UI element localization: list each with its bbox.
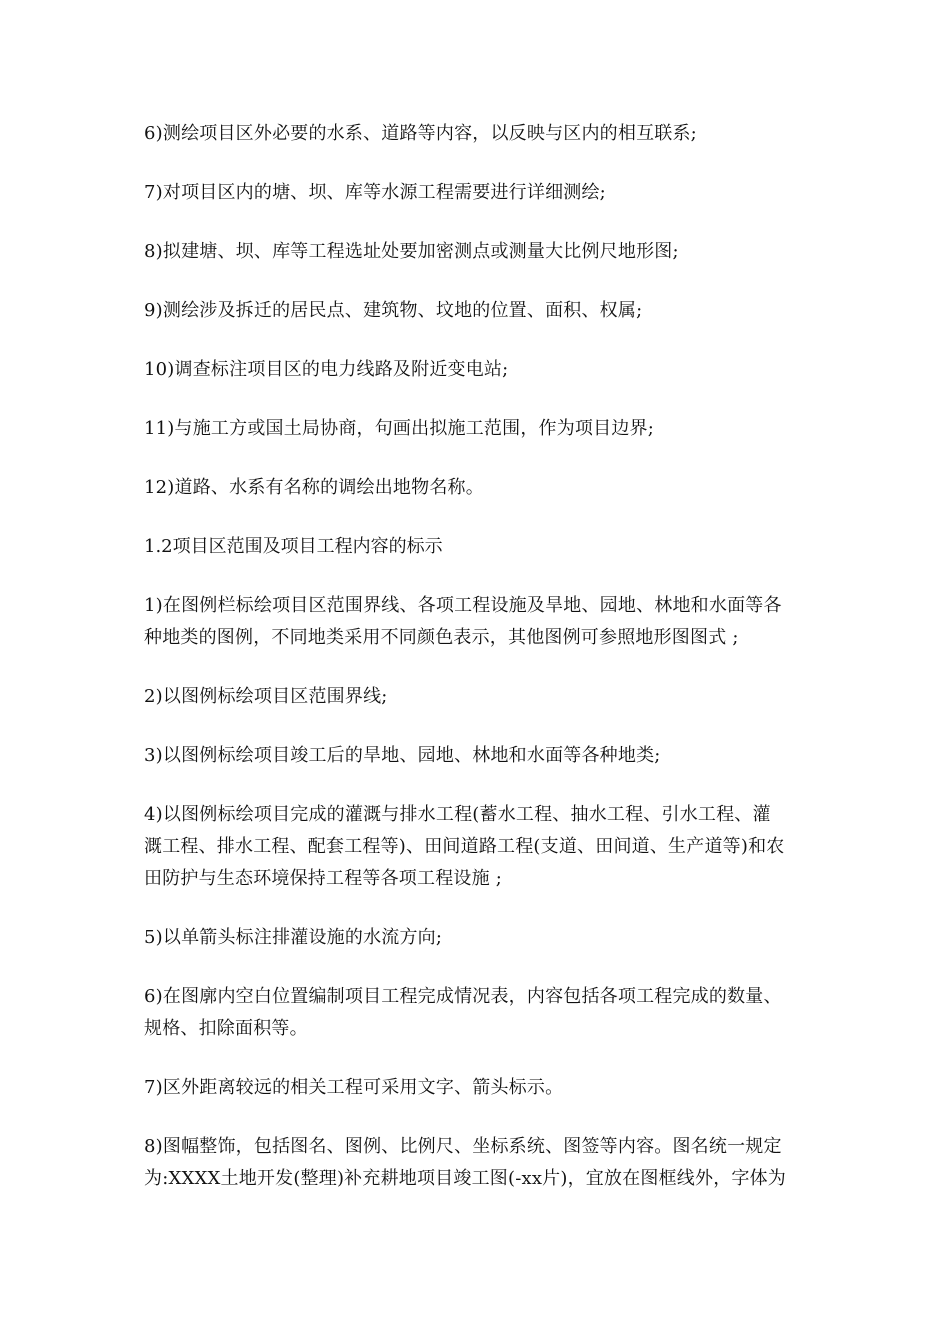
paragraph-item-10 xyxy=(144,354,814,386)
paragraph-item-12 xyxy=(144,472,814,504)
paragraph-line: 2)以图例标绘项目区范围界线; xyxy=(144,686,388,707)
document-body xyxy=(144,118,814,1222)
paragraph-line: 1)在图例栏标绘项目区范围界线、各项工程设施及旱地、园地、林地和水面等各 xyxy=(144,595,782,616)
paragraph-legend-8 xyxy=(144,1131,814,1195)
paragraph-line: 12)道路、水系有名称的调绘出地物名称。 xyxy=(144,477,484,498)
paragraph-line: 溉工程、排水工程、配套工程等)、田间道路工程(支道、田间道、生产道等)和农 xyxy=(144,836,785,857)
paragraph-item-8 xyxy=(144,236,814,268)
paragraph-legend-4 xyxy=(144,799,814,895)
paragraph-line: 7)对项目区内的塘、坝、库等水源工程需要进行详细测绘; xyxy=(144,182,606,203)
paragraph-line: 8)拟建塘、坝、库等工程选址处要加密测点或测量大比例尺地形图; xyxy=(144,241,679,262)
paragraph-line: 9)测绘涉及拆迁的居民点、建筑物、坟地的位置、面积、权属; xyxy=(144,300,643,321)
paragraph-item-7 xyxy=(144,177,814,209)
paragraph-line: 5)以单箭头标注排灌设施的水流方向; xyxy=(144,927,443,948)
paragraph-line: 7)区外距离较远的相关工程可采用文字、箭头标示。 xyxy=(144,1077,564,1098)
paragraph-item-9 xyxy=(144,295,814,327)
paragraph-legend-2 xyxy=(144,681,814,713)
paragraph-line: 6)在图廓内空白位置编制项目工程完成情况表，内容包括各项工程完成的数量、 xyxy=(144,986,782,1007)
paragraph-legend-1 xyxy=(144,590,814,654)
paragraph-line: 为:XXXX土地开发(整理)补充耕地项目竣工图(-xx片)，宜放在图框线外，字体为 xyxy=(144,1168,786,1189)
paragraph-legend-5 xyxy=(144,922,814,954)
paragraph-line: 8)图幅整饰，包括图名、图例、比例尺、坐标系统、图签等内容。图名统一规定 xyxy=(144,1136,782,1157)
paragraph-line: 田防护与生态环境保持工程等各项工程设施 ; xyxy=(144,868,502,889)
paragraph-line: 11)与施工方或国土局协商，句画出拟施工范围，作为项目边界; xyxy=(144,418,654,439)
paragraph-line: 3)以图例标绘项目竣工后的旱地、园地、林地和水面等各种地类; xyxy=(144,745,661,766)
section-heading-1-2 xyxy=(144,531,814,563)
paragraph-line: 6)测绘项目区外必要的水系、道路等内容，以反映与区内的相互联系; xyxy=(144,123,697,144)
paragraph-line: 种地类的图例，不同地类采用不同颜色表示，其他图例可参照地形图图式 ; xyxy=(144,627,739,648)
paragraph-line: 4)以图例标绘项目完成的灌溉与排水工程(蓄水工程、抽水工程、引水工程、灌 xyxy=(144,804,771,825)
paragraph-item-6 xyxy=(144,118,814,150)
paragraph-legend-7 xyxy=(144,1072,814,1104)
paragraph-line: 规格、扣除面积等。 xyxy=(144,1018,308,1039)
paragraph-line: 10)调查标注项目区的电力线路及附近变电站; xyxy=(144,359,509,380)
paragraph-legend-3 xyxy=(144,740,814,772)
paragraph-legend-6 xyxy=(144,981,814,1045)
paragraph-item-11 xyxy=(144,413,814,445)
section-heading-text: 1.2项目区范围及项目工程内容的标示 xyxy=(144,536,443,557)
